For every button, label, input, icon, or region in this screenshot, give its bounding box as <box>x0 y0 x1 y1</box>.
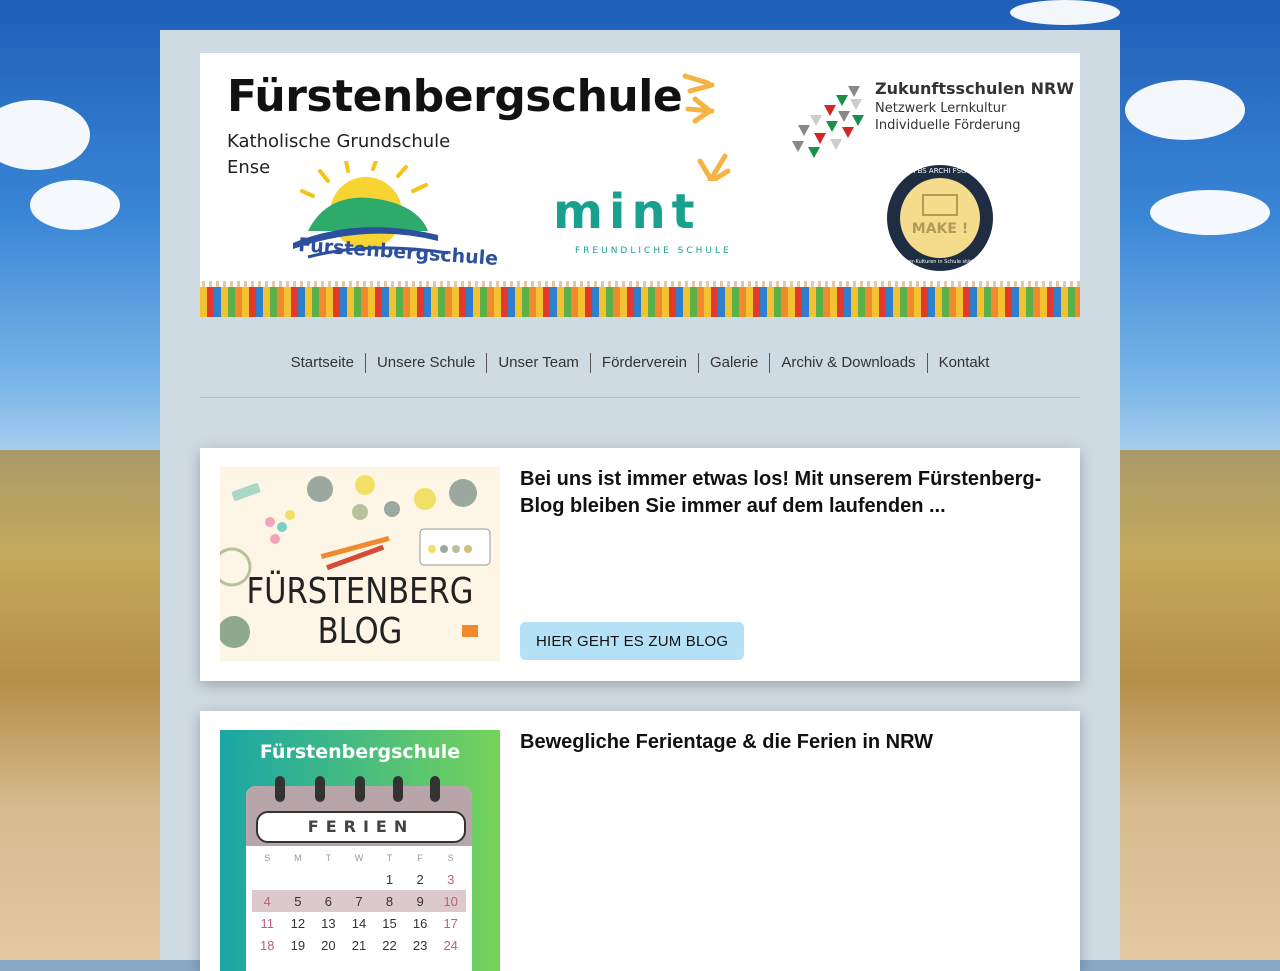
main-navigation <box>200 348 1080 378</box>
ferien-post-card <box>200 711 1080 971</box>
calendar-day: 16 <box>412 915 428 931</box>
calendar-day: 7 <box>355 893 363 909</box>
nav-item-kontakt[interactable]: Kontakt <box>927 353 1001 373</box>
calendar-day: 1 <box>385 871 394 887</box>
pencils-border-decoration <box>200 287 1080 317</box>
calendar-day: 5 <box>294 893 302 909</box>
mint-logo-subtitle: FREUNDLICHE SCHULE <box>575 246 732 256</box>
calendar-day: 4 <box>263 893 271 909</box>
background-cloud <box>30 180 120 230</box>
calendar-day: 23 <box>412 937 428 953</box>
make-badge-icon <box>885 163 995 273</box>
make-badge-bottom: Maker-Kulturen in Schule stärken <box>898 259 982 265</box>
blog-image-text-line2: BLOG <box>317 611 403 652</box>
calendar-day: 19 <box>290 937 306 953</box>
calendar-day <box>252 868 283 890</box>
calendar-day: 24 <box>443 937 458 953</box>
nav-item-unsere-schule[interactable]: Unsere Schule <box>365 353 486 373</box>
school-logo-text: Fürstenbergschule <box>297 234 499 270</box>
calendar-weekday: S <box>447 853 454 863</box>
zukunftsschulen-logo <box>788 77 1074 162</box>
calendar-day <box>283 868 314 890</box>
blog-image[interactable] <box>220 467 500 661</box>
calendar-day: 20 <box>321 937 336 953</box>
calendar-weekday: W <box>354 853 364 863</box>
calendar-weekday: F <box>417 853 423 863</box>
calendar-day: 15 <box>382 915 397 931</box>
ferien-image-header: Fürstenbergschule <box>259 741 461 763</box>
calendar-day: 12 <box>290 915 306 931</box>
calendar-week-row <box>252 912 466 934</box>
calendar-week-row <box>252 890 466 912</box>
triangles-icon <box>788 81 868 161</box>
calendar-day: 22 <box>382 937 397 953</box>
calendar-weekday: M <box>294 853 302 863</box>
mint-logo <box>545 178 745 268</box>
zukunft-line1: Netzwerk Lernkultur <box>875 101 1007 116</box>
nav-item-startseite[interactable]: Startseite <box>290 354 354 371</box>
calendar-day: 18 <box>260 937 275 953</box>
calendar-rings <box>275 776 445 804</box>
mint-logo-text: mint <box>553 184 701 240</box>
calendar-week-row <box>252 868 466 890</box>
calendar-day: 8 <box>385 893 394 909</box>
blog-post-card <box>200 448 1080 681</box>
calendar-weekday: T <box>325 853 332 863</box>
calendar-day: 6 <box>324 893 333 909</box>
zukunft-line2: Individuelle Förderung <box>875 118 1021 133</box>
school-location: Ense <box>227 157 271 178</box>
make-badge-top: FBS ARCHI FSG <box>913 167 967 175</box>
calendar-graphic <box>246 786 472 971</box>
blog-post-title[interactable]: Bei uns ist immer etwas los! Mit unserem Fürstenberg-Blog bleiben Sie immer auf dem laufenden ... <box>520 468 1042 517</box>
calendar-day: 14 <box>351 915 367 931</box>
calendar-week-row <box>252 934 466 956</box>
calendar-grid <box>252 848 466 956</box>
nav-item-foerderverein[interactable]: Förderverein <box>590 353 698 373</box>
calendar-weekday: T <box>386 853 393 863</box>
calendar-day: 11 <box>260 915 275 931</box>
ferien-image[interactable] <box>220 730 500 971</box>
nav-divider <box>200 397 1080 398</box>
ferien-post-title[interactable]: Bewegliche Ferientage & die Ferien in NRW <box>520 731 934 753</box>
background-cloud <box>1150 190 1270 235</box>
calendar-day: 2 <box>416 871 424 887</box>
header-banner <box>200 53 1080 317</box>
calendar-day: 10 <box>443 893 458 909</box>
calendar-day: 9 <box>416 893 424 909</box>
background-cloud <box>1125 80 1245 140</box>
school-type: Katholische Grundschule <box>227 131 451 152</box>
make-badge-center: MAKE ! <box>911 221 969 237</box>
calendar-day: 21 <box>351 937 367 953</box>
nav-item-galerie[interactable]: Galerie <box>698 353 769 373</box>
blog-button[interactable]: HIER GEHT ES ZUM BLOG <box>520 622 744 660</box>
zukunft-title: Zukunftsschulen NRW <box>875 79 1074 98</box>
calendar-day: 17 <box>443 915 458 931</box>
nav-item-unser-team[interactable]: Unser Team <box>486 353 590 373</box>
page-container <box>160 30 1120 960</box>
nav-item-archiv-downloads[interactable]: Archiv & Downloads <box>769 353 926 373</box>
calendar-day <box>313 868 344 890</box>
make-badge-logo <box>885 163 995 273</box>
calendar-day: 3 <box>447 871 455 887</box>
background-cloud <box>1010 0 1120 25</box>
calendar-day: 13 <box>321 915 336 931</box>
calendar-day <box>344 868 375 890</box>
blog-image-text-line1: FÜRSTENBERG <box>246 571 474 612</box>
school-title: Fürstenbergschule <box>227 71 683 122</box>
arrows-decoration <box>600 71 740 181</box>
calendar-weekday: S <box>264 853 271 863</box>
calendar-title: FERIEN <box>256 811 466 843</box>
